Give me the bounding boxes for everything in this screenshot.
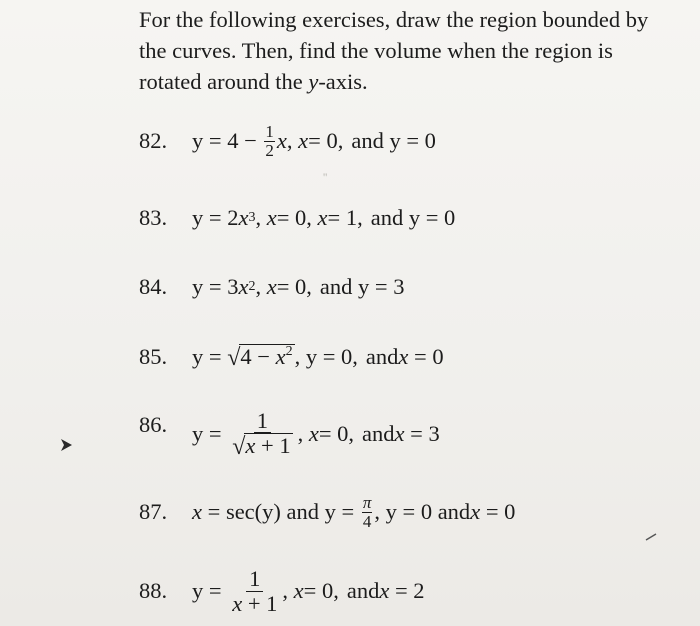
exercise-number: 86.	[139, 412, 168, 437]
exercise-equation: y = √ $4 - x^2$ , y = 0, and x = 0	[192, 344, 444, 371]
exercise-equation: y = $\frac{1}{x + 1}$ , x = 0, and x = 2	[192, 565, 425, 616]
instructions-line-1: For the following exercises, draw the region bounded by	[139, 7, 649, 32]
instructions-line-3: rotated around the y-axis.	[139, 69, 368, 94]
exercise-equation: y = 4 − $\frac{1}{2}$ x , x = 0, and y = 0	[192, 121, 436, 160]
exercise-equation: y = 1 √ x + 1 , x = 0, and x = 3	[192, 407, 440, 461]
exercise-number: 84.	[139, 274, 168, 299]
exercise-equation: x = sec(y) and y = $\frac{\pi}{4}$ , y = 0 and x = 0	[192, 492, 516, 531]
exercise-number: 85.	[139, 344, 168, 369]
exercise-83	[139, 203, 455, 233]
exercise-88	[139, 566, 425, 616]
exercise-equation: y = 3 x 2 , x = 0, and y = 3	[192, 274, 405, 299]
paper-speck: ''	[323, 170, 328, 184]
instructions-paragraph	[139, 4, 700, 97]
exercise-86	[139, 406, 440, 462]
exercise-87	[139, 492, 515, 532]
instructions-line-2: the curves. Then, find the volume when the region is	[139, 38, 613, 63]
exercise-number: 82.	[139, 128, 168, 153]
exercise-82	[139, 121, 436, 160]
exercise-equation: y = 2 x 3 , x = 0, x = 1, and y = 0	[192, 205, 456, 230]
exercise-85	[139, 341, 444, 373]
exercise-84	[139, 272, 404, 302]
cursor-arrow-icon	[59, 438, 73, 452]
pencil-mark-icon	[645, 533, 657, 541]
exercise-number: 87.	[139, 499, 168, 524]
exercise-number: 83.	[139, 205, 168, 230]
exercise-number: 88.	[139, 578, 168, 603]
